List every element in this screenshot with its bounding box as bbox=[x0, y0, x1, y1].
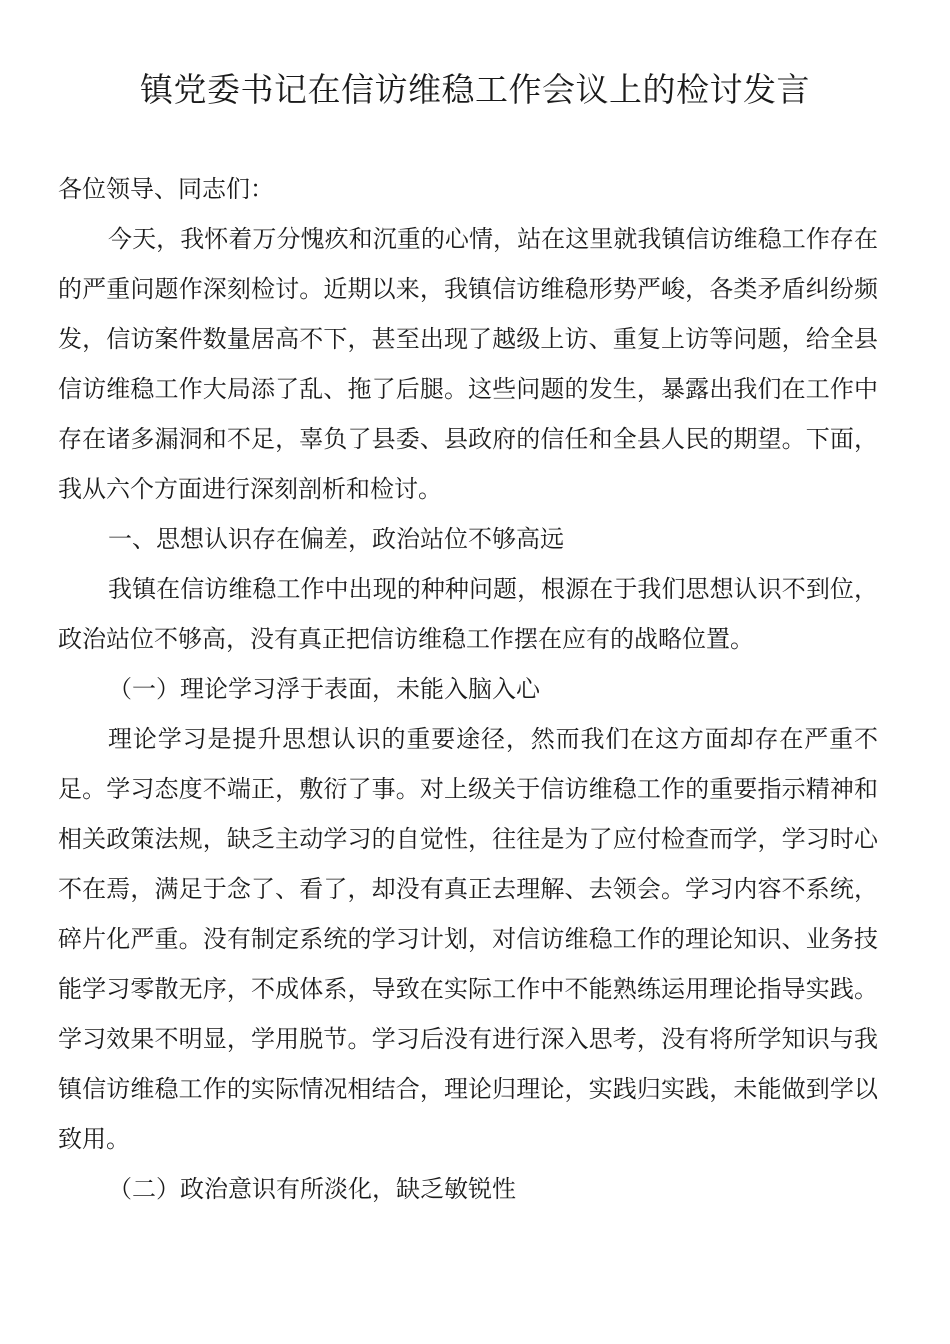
section-1-paragraph: 我镇在信访维稳工作中出现的种种问题，根源在于我们思想认识不到位，政治站位不够高，没有真正把信访维稳工作摆在应有的战略位置。 bbox=[58, 575, 878, 653]
subsection-1-paragraph: 理论学习是提升思想认识的重要途径，然而我们在这方面却存在严重不足。学习态度不端正，敷衍了事。对上级关于信访维稳工作的重要指示精神和相关政策法规，缺乏主动学习的自觉性，往往是为了应付检查而学，学习时心不在焉，满足于念了、看了，却没有真正去理解、去领会。学习内容不系统，碎片化严重。没有制定系统的学习计划，对信访维稳工作的理论知识、业务技能学习零散无序，不成体系，导致在实际工作中不能熟练运用理论指导实践。学习效果不明显，学用脱节。学习后没有进行深入思考，没有将所学知识与我镇信访维稳工作的实际情况相结合，理论归理论，实践归实践，未能做到学以致用。 bbox=[58, 725, 878, 1153]
salutation: 各位领导、同志们： bbox=[58, 175, 274, 203]
document-body bbox=[58, 164, 878, 1214]
subsection-heading-2: （二）政治意识有所淡化，缺乏敏锐性 bbox=[108, 1175, 516, 1203]
section-heading-1: 一、思想认识存在偏差，政治站位不够高远 bbox=[108, 525, 564, 553]
subsection-heading-1: （一）理论学习浮于表面，未能入脑入心 bbox=[108, 675, 540, 703]
document-title: 镇党委书记在信访维稳工作会议上的检讨发言 bbox=[140, 70, 810, 109]
intro-paragraph: 今天，我怀着万分愧疚和沉重的心情，站在这里就我镇信访维稳工作存在的严重问题作深刻检讨。近期以来，我镇信访维稳形势严峻，各类矛盾纠纷频发，信访案件数量居高不下，甚至出现了越级上访、重复上访等问题，给全县信访维稳工作大局添了乱、拖了后腿。这些问题的发生，暴露出我们在工作中存在诸多漏洞和不足，辜负了县委、县政府的信任和全县人民的期望。下面，我从六个方面进行深刻剖析和检讨。 bbox=[58, 225, 878, 503]
